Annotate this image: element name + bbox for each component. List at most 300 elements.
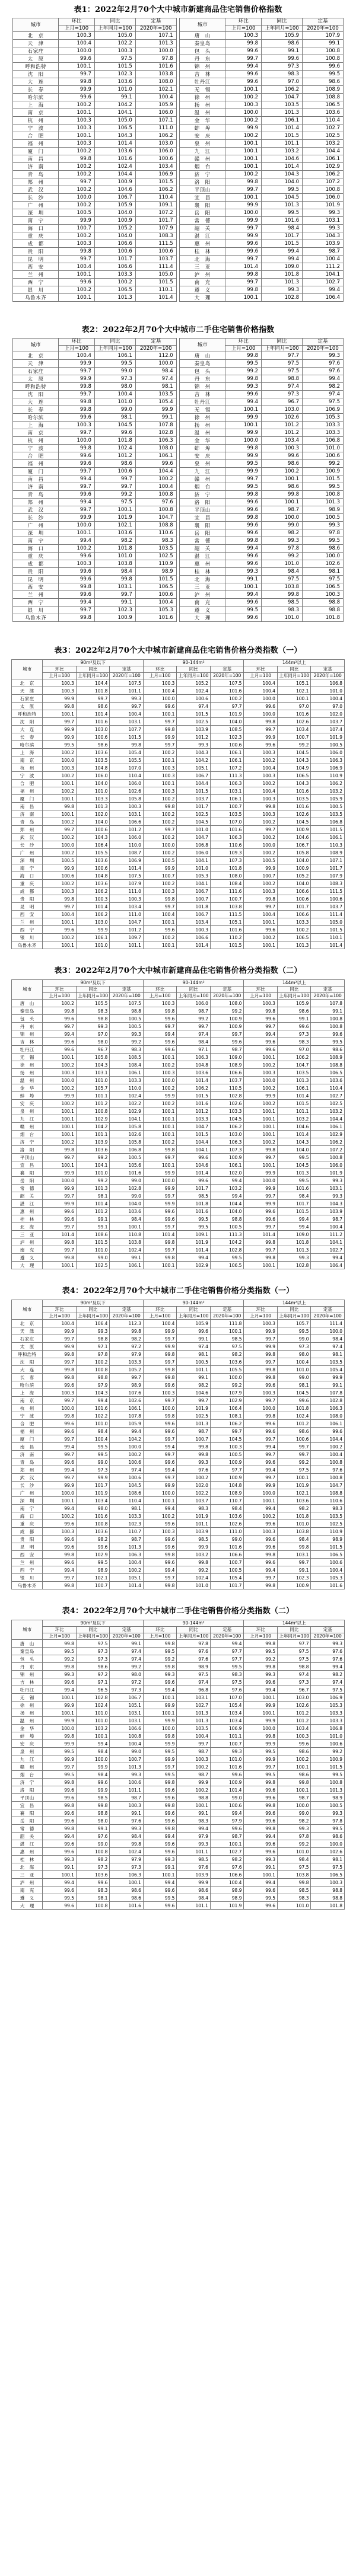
cell-value: 100.1 (143, 1054, 177, 1061)
cell-value: 99.9 (59, 217, 95, 225)
cell-value: 100.1 (244, 1054, 278, 1061)
cell-value: 103.3 (311, 1709, 345, 1717)
cell-value: 99.6 (244, 1848, 278, 1856)
cell-city: 丹 东 (180, 55, 225, 63)
cell-value: 100.6 (135, 155, 176, 163)
cell-value: 100.1 (143, 1497, 177, 1505)
cell-value: 99.3 (244, 1671, 278, 1678)
cell-value: 106.8 (302, 437, 343, 445)
table-row (13, 178, 344, 186)
cell-value: 97.5 (94, 55, 135, 63)
cell-value: 108.8 (135, 522, 176, 529)
cell-value: 99.8 (244, 1412, 278, 1420)
cell-value: 99.6 (143, 1215, 177, 1223)
cell-value: 111.0 (110, 888, 144, 895)
cell-value: 99.5 (143, 1771, 177, 1779)
cell-value: 100.0 (225, 209, 262, 217)
cell-value: 99.6 (143, 1559, 177, 1566)
cell-value: 99.7 (277, 1559, 311, 1566)
cell-city: 惠 州 (12, 1208, 43, 1215)
cell-value: 99.8 (43, 1412, 77, 1420)
header-group: 90-144m² (143, 1300, 244, 1307)
cell-value: 102.5 (302, 132, 343, 140)
cell-value: 97.6 (210, 1863, 244, 1871)
cell-value: 99.6 (244, 1038, 278, 1046)
header-mom: 环比 (59, 18, 95, 25)
cell-city: 秦皇岛 (180, 40, 225, 47)
cell-value: 99.8 (143, 803, 177, 810)
cell-value: 100.5 (210, 1223, 244, 1231)
cell-value: 106.6 (210, 1871, 244, 1879)
table-1-title: 表1：2022年2月70个大中城市新建商品住宅销售价格指数 (74, 5, 282, 14)
cell-value: 103.1 (177, 1694, 211, 1702)
cell-value: 97.7 (210, 1655, 244, 1663)
cell-value: 99.8 (244, 1351, 278, 1358)
cell-value: 107.1 (135, 117, 176, 125)
cell-city: 呼和浩特 (12, 1351, 43, 1358)
cell-value: 99.7 (43, 1763, 77, 1771)
header-mom: 环比 (59, 339, 95, 346)
cell-value: 99.6 (43, 1817, 77, 1825)
cell-value: 107.8 (135, 422, 176, 429)
table-1-section (0, 2, 356, 302)
cell-value: 99.1 (225, 576, 262, 583)
cell-value: 99.8 (277, 1543, 311, 1551)
table-row (12, 710, 345, 718)
cell-value: 100.7 (277, 733, 311, 741)
cell-value: 106.1 (311, 834, 345, 841)
cell-value: 99.9 (177, 1779, 211, 1786)
table-row (12, 911, 345, 918)
cell-value: 99.6 (143, 1794, 177, 1802)
cell-value: 100.3 (143, 772, 177, 780)
cell-city: 西 安 (12, 911, 43, 918)
table-row (12, 764, 345, 772)
cell-value: 99.9 (43, 726, 77, 733)
cell-value: 109.0 (210, 1054, 244, 1061)
cell-value: 110.3 (311, 841, 345, 849)
cell-value: 99.8 (59, 383, 95, 391)
cell-value: 106.1 (210, 749, 244, 756)
cell-value: 99.6 (43, 1458, 77, 1466)
cell-value: 107.1 (311, 857, 345, 864)
cell-value: 101.5 (177, 787, 211, 795)
cell-value: 102.5 (311, 1520, 345, 1528)
header-group: 90m²及以下 (43, 980, 144, 987)
cell-value: 98.4 (210, 1505, 244, 1512)
cell-value: 98.4 (277, 1536, 311, 1543)
cell-value: 100.0 (244, 1177, 278, 1185)
table-row (12, 1505, 345, 1512)
cell-value: 98.4 (76, 1428, 110, 1435)
header-sub: 上月=100 (244, 993, 278, 1000)
table-row (12, 1131, 345, 1138)
table-row (13, 514, 344, 522)
cell-value: 106.1 (76, 934, 110, 941)
cell-value: 103.6 (210, 1512, 244, 1520)
cell-value: 100.2 (43, 834, 77, 841)
cell-value: 104.2 (76, 1123, 110, 1131)
cell-value: 100.1 (59, 63, 95, 71)
cell-value: 99.9 (177, 1543, 211, 1551)
cell-value: 99.9 (59, 86, 95, 94)
cell-city: 武 汉 (13, 186, 59, 194)
cell-value: 99.7 (43, 1358, 77, 1366)
cell-value: 99.6 (59, 94, 95, 101)
cell-value: 100.8 (76, 1107, 110, 1115)
cell-value: 100.6 (43, 872, 77, 880)
header-col: 定基 (110, 987, 144, 993)
cell-value: 100.8 (135, 506, 176, 514)
cell-value: 107.4 (311, 726, 345, 733)
cell-city: 赣 州 (180, 475, 225, 483)
header-sub: 上年同月=100 (277, 1633, 311, 1640)
cell-city: 泉 州 (180, 460, 225, 468)
table-row (12, 1015, 345, 1023)
cell-value: 104.6 (177, 1161, 211, 1169)
cell-value: 105.2 (177, 679, 211, 687)
cell-value: 99.6 (43, 1046, 77, 1054)
cell-value: 102.5 (135, 553, 176, 560)
cell-value: 103.3 (177, 1115, 211, 1123)
cell-value: 97.6 (135, 499, 176, 506)
cell-city: 宜 昌 (12, 1802, 43, 1809)
cell-value: 99.8 (244, 1640, 278, 1648)
cell-value: 99.9 (76, 1763, 110, 1771)
cell-value: 99.6 (94, 429, 135, 437)
cell-city: 南 宁 (13, 537, 59, 545)
cell-value: 99.1 (94, 599, 135, 607)
cell-value: 111.4 (135, 263, 176, 271)
table-row (13, 132, 344, 140)
cell-value: 106.9 (311, 1694, 345, 1702)
cell-value: 101.9 (177, 1512, 211, 1520)
cell-value: 101.6 (110, 1169, 144, 1177)
cell-value: 108.6 (110, 1489, 144, 1497)
cell-value: 99.3 (110, 695, 144, 703)
cell-value: 97.3 (76, 1466, 110, 1474)
table-4b-section (0, 1603, 356, 1910)
cell-city: 湛 江 (180, 232, 225, 240)
table-1 (12, 18, 344, 302)
table-row (12, 1115, 345, 1123)
cell-city: 惠 州 (180, 240, 225, 248)
cell-value: 107.9 (210, 1389, 244, 1397)
cell-city: 洛 阳 (12, 1786, 43, 1794)
cell-value: 101.2 (277, 1420, 311, 1428)
cell-value: 99.3 (110, 1825, 144, 1833)
cell-value: 98.9 (110, 1381, 144, 1389)
cell-value: 105.9 (277, 1000, 311, 1007)
cell-value: 101.1 (177, 1902, 211, 1910)
cell-value: 100.3 (244, 1000, 278, 1007)
header-sub: 上年同月=100 (76, 673, 110, 679)
cell-value: 101.5 (311, 1543, 345, 1551)
cell-value: 101.0 (94, 398, 135, 406)
cell-value: 104.8 (76, 872, 110, 880)
cell-value: 99.8 (225, 40, 262, 47)
cell-city: 温 州 (180, 429, 225, 437)
cell-city: 泸 州 (180, 591, 225, 599)
cell-value: 100.2 (244, 1061, 278, 1069)
cell-city: 贵 阳 (12, 1536, 43, 1543)
cell-value: 107.1 (135, 32, 176, 40)
cell-value: 102.2 (110, 1100, 144, 1107)
cell-value: 100.6 (311, 1559, 345, 1566)
cell-value: 100.3 (244, 749, 278, 756)
table-3a-title: 表3：2022年2月70个大中城市新建商品住宅销售价格分类指数（一） (54, 646, 302, 655)
cell-value: 97.2 (76, 1671, 110, 1678)
cell-city: 泉 州 (12, 1748, 43, 1755)
header-subrow (12, 1633, 345, 1640)
header-col: 同比 (177, 666, 211, 673)
cell-value: 100.6 (210, 1802, 244, 1809)
table-row (13, 194, 344, 202)
table-row (13, 55, 344, 63)
table-row (12, 903, 345, 911)
cell-city: 宁 波 (13, 125, 59, 132)
cell-value: 111.4 (311, 911, 345, 918)
header-col: 环比 (244, 987, 278, 993)
table-row (12, 1512, 345, 1520)
cell-value: 98.8 (311, 1886, 345, 1894)
cell-city: 吉 林 (180, 71, 225, 78)
cell-value: 106.6 (177, 934, 211, 941)
cell-value: 99.7 (43, 1451, 77, 1458)
cell-city: 九 江 (180, 148, 225, 155)
cell-value: 100.1 (244, 1115, 278, 1123)
cell-city: 平顶山 (180, 186, 225, 194)
cell-value: 97.8 (135, 55, 176, 63)
cell-value: 101.1 (110, 1786, 144, 1794)
cell-value: 96.5 (76, 1686, 110, 1694)
cell-value: 98.2 (76, 1536, 110, 1543)
cell-value: 109.1 (177, 1231, 211, 1238)
cell-city: 韶 关 (12, 1833, 43, 1840)
table-4a-section (0, 1283, 356, 1589)
cell-value: 97.4 (262, 383, 303, 391)
cell-value: 106.3 (110, 1551, 144, 1559)
cell-value: 100.1 (143, 1871, 177, 1879)
cell-value: 99.3 (277, 1825, 311, 1833)
cell-value: 98.1 (311, 1351, 345, 1358)
cell-value: 99.5 (43, 1648, 77, 1655)
cell-city: 乌鲁木齐 (12, 941, 43, 949)
cell-value: 99.9 (225, 232, 262, 240)
table-3a (11, 659, 345, 949)
cell-value: 98.5 (177, 1856, 211, 1863)
cell-value: 101.3 (262, 279, 303, 286)
cell-value: 99.6 (43, 1536, 77, 1543)
cell-value: 104.1 (177, 880, 211, 888)
cell-city: 锦 州 (180, 383, 225, 391)
cell-value: 99.2 (110, 1038, 144, 1046)
cell-city: 郑 州 (13, 499, 59, 506)
cell-value: 99.6 (43, 1794, 77, 1802)
cell-value: 101.0 (277, 1902, 311, 1910)
cell-value: 104.4 (311, 1435, 345, 1443)
cell-value: 99.1 (277, 1566, 311, 1574)
table-row (12, 1694, 345, 1702)
cell-value: 100.3 (262, 445, 303, 452)
cell-value: 100.3 (143, 1528, 177, 1536)
cell-value: 99.8 (244, 1007, 278, 1015)
cell-value: 100.4 (311, 695, 345, 703)
cell-value: 99.6 (43, 1809, 77, 1817)
cell-value: 99.4 (59, 537, 95, 545)
cell-value: 101.6 (277, 710, 311, 718)
cell-value: 100.2 (262, 468, 303, 475)
cell-value: 99.9 (43, 733, 77, 741)
cell-value: 110.1 (311, 934, 345, 941)
cell-value: 106.4 (76, 1320, 110, 1327)
cell-value: 99.7 (143, 1763, 177, 1771)
cell-value: 104.4 (177, 1138, 211, 1146)
cell-value: 99.6 (177, 1154, 211, 1161)
cell-city: 牡丹江 (12, 1686, 43, 1694)
cell-value: 101.1 (110, 687, 144, 695)
cell-city: 三 亚 (180, 583, 225, 591)
cell-value: 99.6 (244, 1817, 278, 1825)
cell-city: 桂 林 (180, 568, 225, 576)
cell-value: 100.1 (143, 1115, 177, 1123)
cell-value: 98.5 (177, 1192, 211, 1200)
cell-value: 99.8 (225, 271, 262, 279)
cell-value: 100.0 (143, 1077, 177, 1084)
cell-value: 99.7 (59, 429, 95, 437)
header-col: 同比 (76, 1307, 110, 1313)
cell-value: 100.6 (110, 1474, 144, 1482)
cell-value: 97.6 (311, 1648, 345, 1655)
cell-value: 99.7 (244, 1358, 278, 1366)
cell-value: 100.2 (244, 1084, 278, 1092)
table-row (12, 1863, 345, 1871)
cell-value: 100.0 (244, 695, 278, 703)
cell-value: 99.2 (94, 491, 135, 499)
cell-value: 108.5 (210, 726, 244, 733)
cell-value: 100.4 (94, 391, 135, 398)
cell-value: 99.4 (210, 1809, 244, 1817)
cell-value: 101.4 (277, 1092, 311, 1100)
cell-value: 98.1 (94, 414, 135, 422)
header-col: 定基 (110, 1627, 144, 1633)
cell-value: 98.6 (110, 1886, 144, 1894)
cell-value: 100.1 (244, 1107, 278, 1115)
cell-value: 104.0 (94, 209, 135, 217)
cell-value: 100.2 (225, 132, 262, 140)
cell-value: 107.3 (210, 1146, 244, 1154)
cell-value: 106.5 (311, 1069, 345, 1077)
cell-city: 南 充 (12, 1886, 43, 1894)
cell-value: 99.9 (143, 1169, 177, 1177)
cell-value: 99.7 (43, 1223, 77, 1231)
cell-value: 103.6 (277, 1497, 311, 1505)
cell-value: 108.3 (311, 880, 345, 888)
cell-value: 97.8 (177, 1640, 211, 1648)
cell-value: 99.3 (177, 741, 211, 749)
cell-value: 100.3 (244, 1069, 278, 1077)
cell-city: 锦 州 (12, 1030, 43, 1038)
cell-value: 100.2 (43, 1138, 77, 1146)
header-base: 定基 (302, 18, 343, 25)
cell-value: 99.6 (225, 599, 262, 607)
cell-value: 99.6 (244, 1786, 278, 1794)
cell-value: 97.3 (76, 1648, 110, 1655)
cell-value: 100.9 (277, 1582, 311, 1589)
table-row (12, 1420, 345, 1428)
cell-value: 105.1 (177, 764, 211, 772)
cell-value: 101.4 (94, 140, 135, 148)
cell-value: 100.6 (277, 1435, 311, 1443)
cell-city: 贵 阳 (13, 248, 59, 256)
cell-value: 101.1 (177, 1520, 211, 1528)
cell-value: 110.0 (110, 841, 144, 849)
cell-value: 104.8 (210, 1482, 244, 1489)
cell-value: 100.1 (143, 756, 177, 764)
header-city: 城市 (13, 18, 59, 32)
table-row (12, 1100, 345, 1107)
cell-value: 100.7 (177, 895, 211, 903)
cell-city: 三 亚 (180, 263, 225, 271)
cell-value: 99.6 (59, 414, 95, 422)
cell-value: 100.3 (311, 1879, 345, 1886)
cell-value: 97.4 (110, 1466, 144, 1474)
cell-value: 104.3 (277, 1138, 311, 1146)
cell-value: 99.4 (43, 1686, 77, 1694)
cell-value: 100.0 (244, 1077, 278, 1084)
cell-value: 110.8 (110, 1231, 144, 1238)
cell-value: 106.1 (277, 1084, 311, 1092)
cell-value: 99.3 (76, 1023, 110, 1030)
cell-city: 厦 门 (12, 1435, 43, 1443)
cell-value: 100.1 (43, 918, 77, 926)
cell-city: 天 津 (13, 360, 59, 368)
cell-value: 103.7 (177, 795, 211, 803)
cell-value: 100.0 (43, 1077, 77, 1084)
table-row (12, 1902, 345, 1910)
cell-value: 99.0 (262, 522, 303, 529)
cell-value: 101.6 (76, 1404, 110, 1412)
header-city: 城市 (180, 18, 225, 32)
header-col: 环比 (43, 666, 77, 673)
header-sub: 上月=100 (43, 993, 77, 1000)
cell-value: 99.6 (244, 1902, 278, 1910)
header-sub: 2020年=100 (210, 1633, 244, 1640)
table-row (12, 1428, 345, 1435)
header-col: 定基 (210, 987, 244, 993)
header-mom-sub: 上月=100 (59, 345, 95, 352)
cell-value: 99.9 (143, 1327, 177, 1335)
cell-value: 100.2 (143, 795, 177, 803)
cell-value: 100.3 (76, 895, 110, 903)
cell-value: 101.3 (177, 1717, 211, 1725)
cell-value: 99.6 (43, 1215, 77, 1223)
cell-value: 99.6 (76, 1543, 110, 1551)
cell-city: 常 德 (12, 1825, 43, 1833)
cell-value: 99.6 (244, 1046, 278, 1054)
cell-value: 100.0 (143, 1725, 177, 1732)
cell-value: 98.2 (110, 1335, 144, 1343)
cell-value: 106.1 (110, 1262, 144, 1269)
header-col: 环比 (143, 987, 177, 993)
cell-value: 99.3 (225, 383, 262, 391)
table-row (12, 1254, 345, 1262)
cell-value: 101.2 (76, 1100, 110, 1107)
cell-value: 99.6 (143, 1046, 177, 1054)
cell-value: 104.2 (210, 1238, 244, 1246)
cell-value: 100.2 (277, 926, 311, 934)
cell-value: 105.4 (210, 1574, 244, 1582)
